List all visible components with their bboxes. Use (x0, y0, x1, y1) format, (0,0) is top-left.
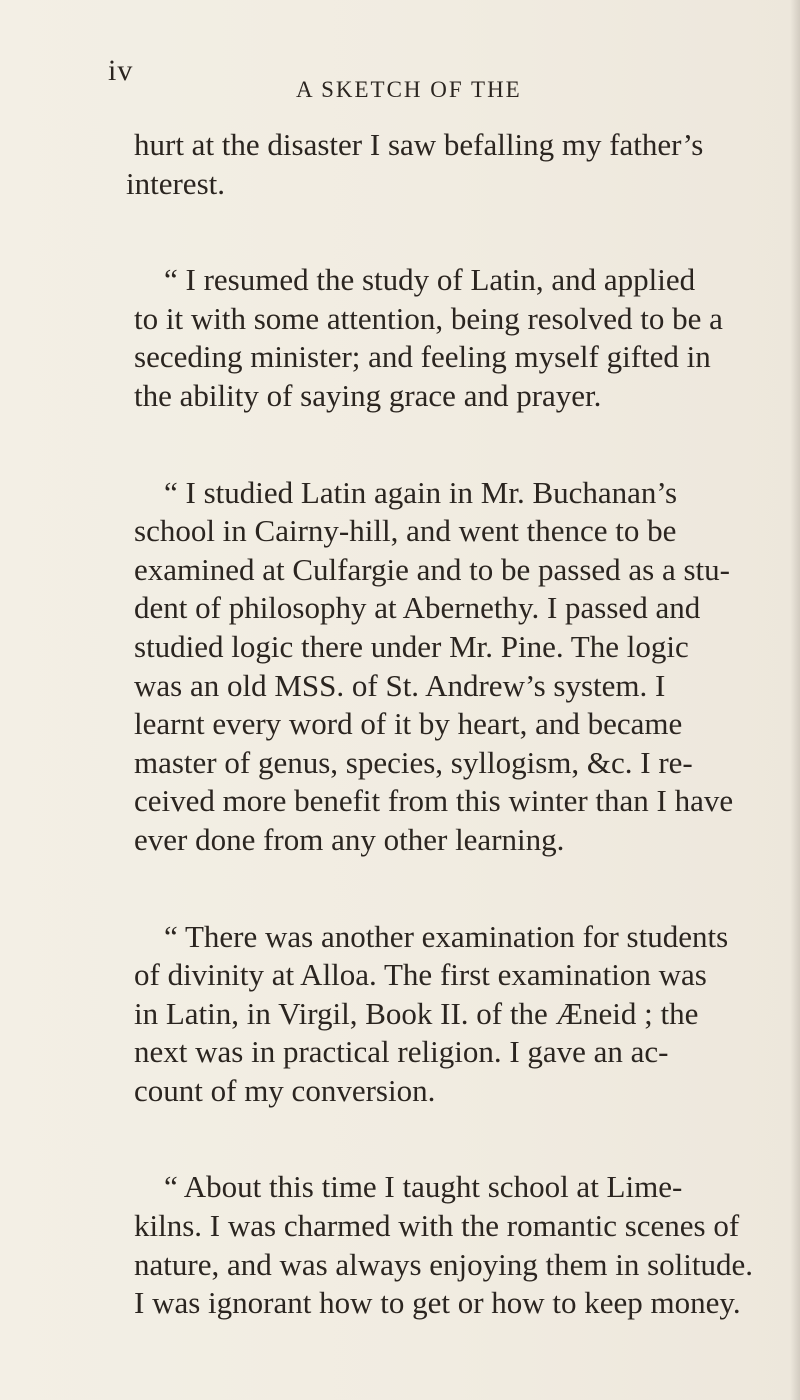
text-line: “ I resumed the study of Latin, and applied (164, 262, 696, 298)
paragraph-gap (134, 203, 774, 261)
paragraph-5 (134, 1168, 774, 1322)
text-line: to it with some attention, being resolved to be a (134, 300, 723, 336)
text-line: seceding minister; and feeling myself gifted in (134, 339, 711, 375)
text-line: “ About this time I taught school at Lime- (164, 1169, 683, 1205)
body-text (126, 126, 774, 1323)
paragraph-gap (134, 860, 774, 918)
text-line: “ There was another examination for students (164, 918, 729, 954)
text-line: of divinity at Alloa. The first examination was (134, 957, 707, 993)
text-line: was an old MSS. of St. Andrew’s system. I (134, 667, 666, 703)
paragraph-2 (134, 261, 774, 415)
page-number: iv (108, 54, 134, 87)
text-line: studied logic there under Mr. Pine. The logic (134, 628, 689, 664)
paragraph-gap (134, 1110, 774, 1168)
text-line: ceived more benefit from this winter than I have (134, 783, 734, 819)
paragraph-gap (134, 416, 774, 474)
text-line: I was ignorant how to get or how to keep money. (134, 1285, 741, 1321)
text-line: ever done from any other learning. (134, 821, 565, 857)
text-line: dent of philosophy at Abernethy. I passed and (134, 590, 701, 626)
text-line: “ I studied Latin again in Mr. Buchanan’s (164, 474, 678, 510)
text-line: nature, and was always enjoying them in solitude. (134, 1246, 754, 1282)
page-edge-shadow (790, 0, 800, 1400)
text-line: next was in practical religion. I gave an ac- (134, 1034, 669, 1070)
paragraph-4 (134, 918, 774, 1111)
running-head: A SKETCH OF THE (296, 77, 522, 102)
text-line: kilns. I was charmed with the romantic scenes of (134, 1208, 740, 1244)
paragraph-3 (134, 474, 774, 860)
text-line: interest. (126, 165, 225, 201)
text-line: master of genus, species, syllogism, &c. I re- (134, 744, 693, 780)
text-line: in Latin, in Virgil, Book II. of the Æneid ; the (134, 995, 699, 1031)
text-line: learnt every word of it by heart, and became (134, 706, 683, 742)
text-line: hurt at the disaster I saw befalling my father’s (134, 127, 704, 162)
text-line: school in Cairny-hill, and went thence to be (134, 513, 677, 549)
text-line: count of my conversion. (134, 1072, 436, 1108)
text-line: examined at Culfargie and to be passed as a stu- (134, 551, 730, 587)
paragraph-1 (126, 126, 774, 203)
text-line: the ability of saying grace and prayer. (134, 377, 602, 413)
